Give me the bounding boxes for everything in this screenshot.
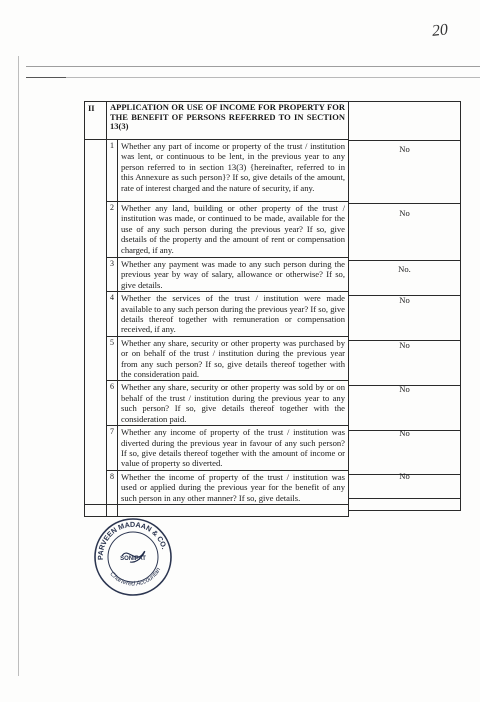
question-text: Whether any land, building or other property of the trust / institution was made, or continued to be made, available for the use of any such person during the previous year? If so, give dsetails of the property and the amount of rent or compensation charged, if any. xyxy=(118,202,349,258)
answer-text: No xyxy=(399,144,410,154)
table-row xyxy=(85,381,349,426)
table-row xyxy=(85,202,349,258)
rule-dash xyxy=(26,77,66,78)
stamp-lower-text: Chartered Accountan xyxy=(108,566,163,588)
question-text: Whether any payment was made to any such person during the previous year by way of salary, allowance or otherwise? If so, give details. xyxy=(118,258,349,292)
top-rule xyxy=(26,66,480,67)
row-number: 6 xyxy=(107,381,118,426)
question-text: Whether any income of property of the trust / institution was diverted during the previous year in favour of any such person? If so, give details thereof together with the amount of income or value of property so diverted. xyxy=(118,426,349,471)
row-number: 1 xyxy=(107,140,118,202)
table-row xyxy=(85,426,349,471)
section-header-row xyxy=(85,102,349,140)
table-row xyxy=(85,140,349,202)
answer-column xyxy=(349,101,461,511)
top-rule-secondary xyxy=(28,77,480,78)
question-text: Whether any share, security or other property was sold by or on behalf of the trust / institution during the previous year to any such person? If so, give details thereof together with the consideration paid. xyxy=(118,381,349,426)
question-text: Whether any part of income or property of the trust / institution was lent, or continuous to be lent, in the previous year to any person referred to in section 13(3) {hereinafter, referred to in this Annexure as such person}? If so, give details of the amount, rate of interest charged and the nature of security, if any. xyxy=(118,140,349,202)
row-number: 7 xyxy=(107,426,118,471)
margin-line xyxy=(18,56,19,676)
answer-text: No xyxy=(399,471,410,481)
answer-text: No xyxy=(399,428,410,438)
row-number: 4 xyxy=(107,292,118,337)
firm-stamp xyxy=(92,516,174,598)
stamp-center-text: SONIPAT xyxy=(120,556,146,562)
table-row xyxy=(85,336,349,381)
table-row xyxy=(85,258,349,292)
question-text: Whether the income of property of the trust / institution was used or applied during the previous year for the benefit of any such person in any other manner? If so, give details. xyxy=(118,470,349,504)
row-number: 3 xyxy=(107,258,118,292)
table-row xyxy=(85,470,349,504)
answer-text: No xyxy=(399,295,410,305)
table-row xyxy=(85,292,349,337)
annexure-table xyxy=(84,101,349,517)
section-heading: APPLICATION OR USE OF INCOME FOR PROPERTY FOR THE BENEFIT OF PERSONS REFERRED TO IN SECTION 13(3) xyxy=(107,102,349,140)
answer-text: No xyxy=(399,208,410,218)
answer-text: No xyxy=(399,384,410,394)
table-row-empty xyxy=(85,504,349,516)
row-number: 2 xyxy=(107,202,118,258)
answer-text: No xyxy=(399,340,410,350)
question-text: Whether any share, security or other property was purchased by or on behalf of the trust / institution during the previous year from any such person? If so, give details thereof together with the consideration paid. xyxy=(118,336,349,381)
answer-text: No. xyxy=(398,264,411,274)
page-number: 20 xyxy=(431,21,449,40)
row-number: 5 xyxy=(107,336,118,381)
section-roman: II xyxy=(85,102,107,140)
question-text: Whether the services of the trust / institution were made available to any such person during the previous year? If so, give details thereof together with remuneration or compensation received, if any. xyxy=(118,292,349,337)
row-number: 8 xyxy=(107,470,118,504)
stamp-outer-text: PARVEEN MADAAN & CO. xyxy=(95,519,169,561)
